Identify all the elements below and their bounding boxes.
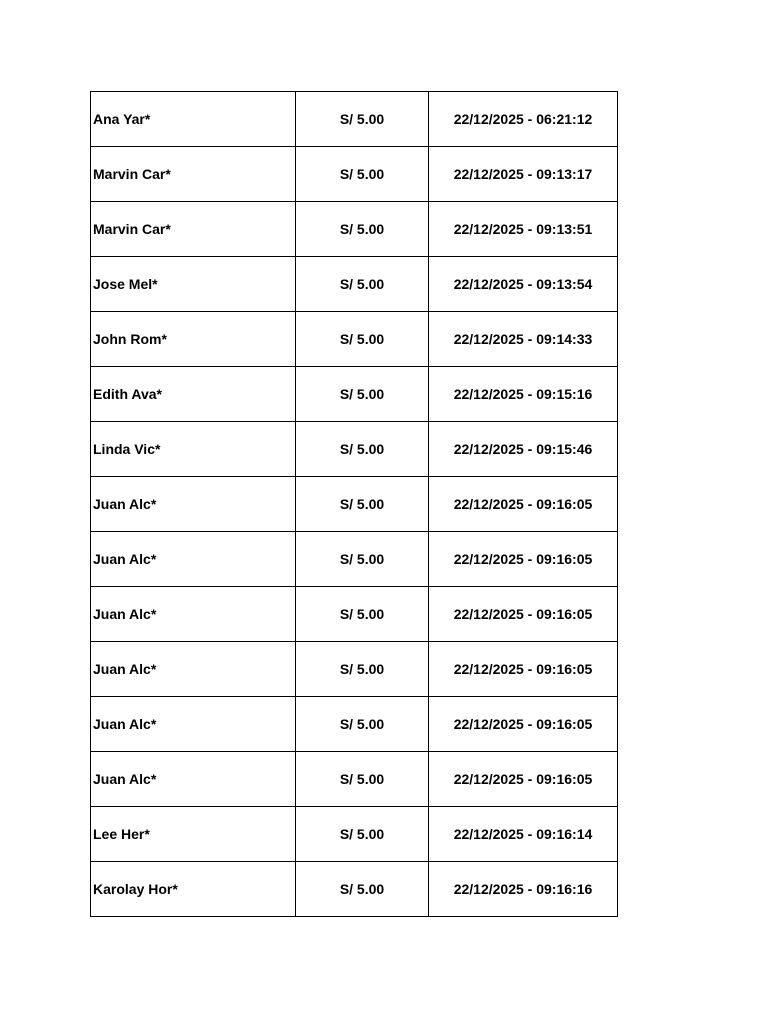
amount-cell: S/ 5.00 (296, 312, 429, 367)
datetime-cell: 22/12/2025 - 09:13:51 (429, 202, 618, 257)
name-cell: Juan Alc* (91, 477, 296, 532)
table-row (91, 202, 618, 257)
datetime-cell: 22/12/2025 - 09:15:46 (429, 422, 618, 477)
amount-cell: S/ 5.00 (296, 587, 429, 642)
datetime-cell: 22/12/2025 - 09:16:05 (429, 587, 618, 642)
datetime-cell: 22/12/2025 - 09:16:05 (429, 752, 618, 807)
table-row (91, 312, 618, 367)
datetime-cell: 22/12/2025 - 09:16:05 (429, 642, 618, 697)
name-cell: Juan Alc* (91, 752, 296, 807)
records-table-body (91, 92, 618, 917)
name-cell: Juan Alc* (91, 587, 296, 642)
name-cell: Marvin Car* (91, 147, 296, 202)
table-row (91, 752, 618, 807)
amount-cell: S/ 5.00 (296, 752, 429, 807)
datetime-cell: 22/12/2025 - 06:21:12 (429, 92, 618, 147)
table-row (91, 862, 618, 917)
table-row (91, 367, 618, 422)
table-row (91, 642, 618, 697)
name-cell: Karolay Hor* (91, 862, 296, 917)
table-row (91, 587, 618, 642)
name-cell: Ana Yar* (91, 92, 296, 147)
datetime-cell: 22/12/2025 - 09:16:05 (429, 532, 618, 587)
amount-cell: S/ 5.00 (296, 477, 429, 532)
name-cell: Juan Alc* (91, 642, 296, 697)
datetime-cell: 22/12/2025 - 09:14:33 (429, 312, 618, 367)
name-cell: Edith Ava* (91, 367, 296, 422)
table-row (91, 807, 618, 862)
table-row (91, 257, 618, 312)
amount-cell: S/ 5.00 (296, 422, 429, 477)
records-table (90, 91, 618, 917)
name-cell: John Rom* (91, 312, 296, 367)
amount-cell: S/ 5.00 (296, 367, 429, 422)
table-row (91, 92, 618, 147)
amount-cell: S/ 5.00 (296, 697, 429, 752)
table-row (91, 477, 618, 532)
table-row (91, 532, 618, 587)
datetime-cell: 22/12/2025 - 09:16:16 (429, 862, 618, 917)
name-cell: Juan Alc* (91, 532, 296, 587)
name-cell: Marvin Car* (91, 202, 296, 257)
amount-cell: S/ 5.00 (296, 257, 429, 312)
amount-cell: S/ 5.00 (296, 862, 429, 917)
datetime-cell: 22/12/2025 - 09:16:05 (429, 477, 618, 532)
amount-cell: S/ 5.00 (296, 147, 429, 202)
name-cell: Jose Mel* (91, 257, 296, 312)
amount-cell: S/ 5.00 (296, 92, 429, 147)
name-cell: Juan Alc* (91, 697, 296, 752)
amount-cell: S/ 5.00 (296, 202, 429, 257)
amount-cell: S/ 5.00 (296, 532, 429, 587)
name-cell: Linda Vic* (91, 422, 296, 477)
table-row (91, 147, 618, 202)
datetime-cell: 22/12/2025 - 09:15:16 (429, 367, 618, 422)
datetime-cell: 22/12/2025 - 09:13:54 (429, 257, 618, 312)
datetime-cell: 22/12/2025 - 09:16:05 (429, 697, 618, 752)
datetime-cell: 22/12/2025 - 09:16:14 (429, 807, 618, 862)
datetime-cell: 22/12/2025 - 09:13:17 (429, 147, 618, 202)
name-cell: Lee Her* (91, 807, 296, 862)
table-row (91, 422, 618, 477)
amount-cell: S/ 5.00 (296, 642, 429, 697)
amount-cell: S/ 5.00 (296, 807, 429, 862)
table-row (91, 697, 618, 752)
